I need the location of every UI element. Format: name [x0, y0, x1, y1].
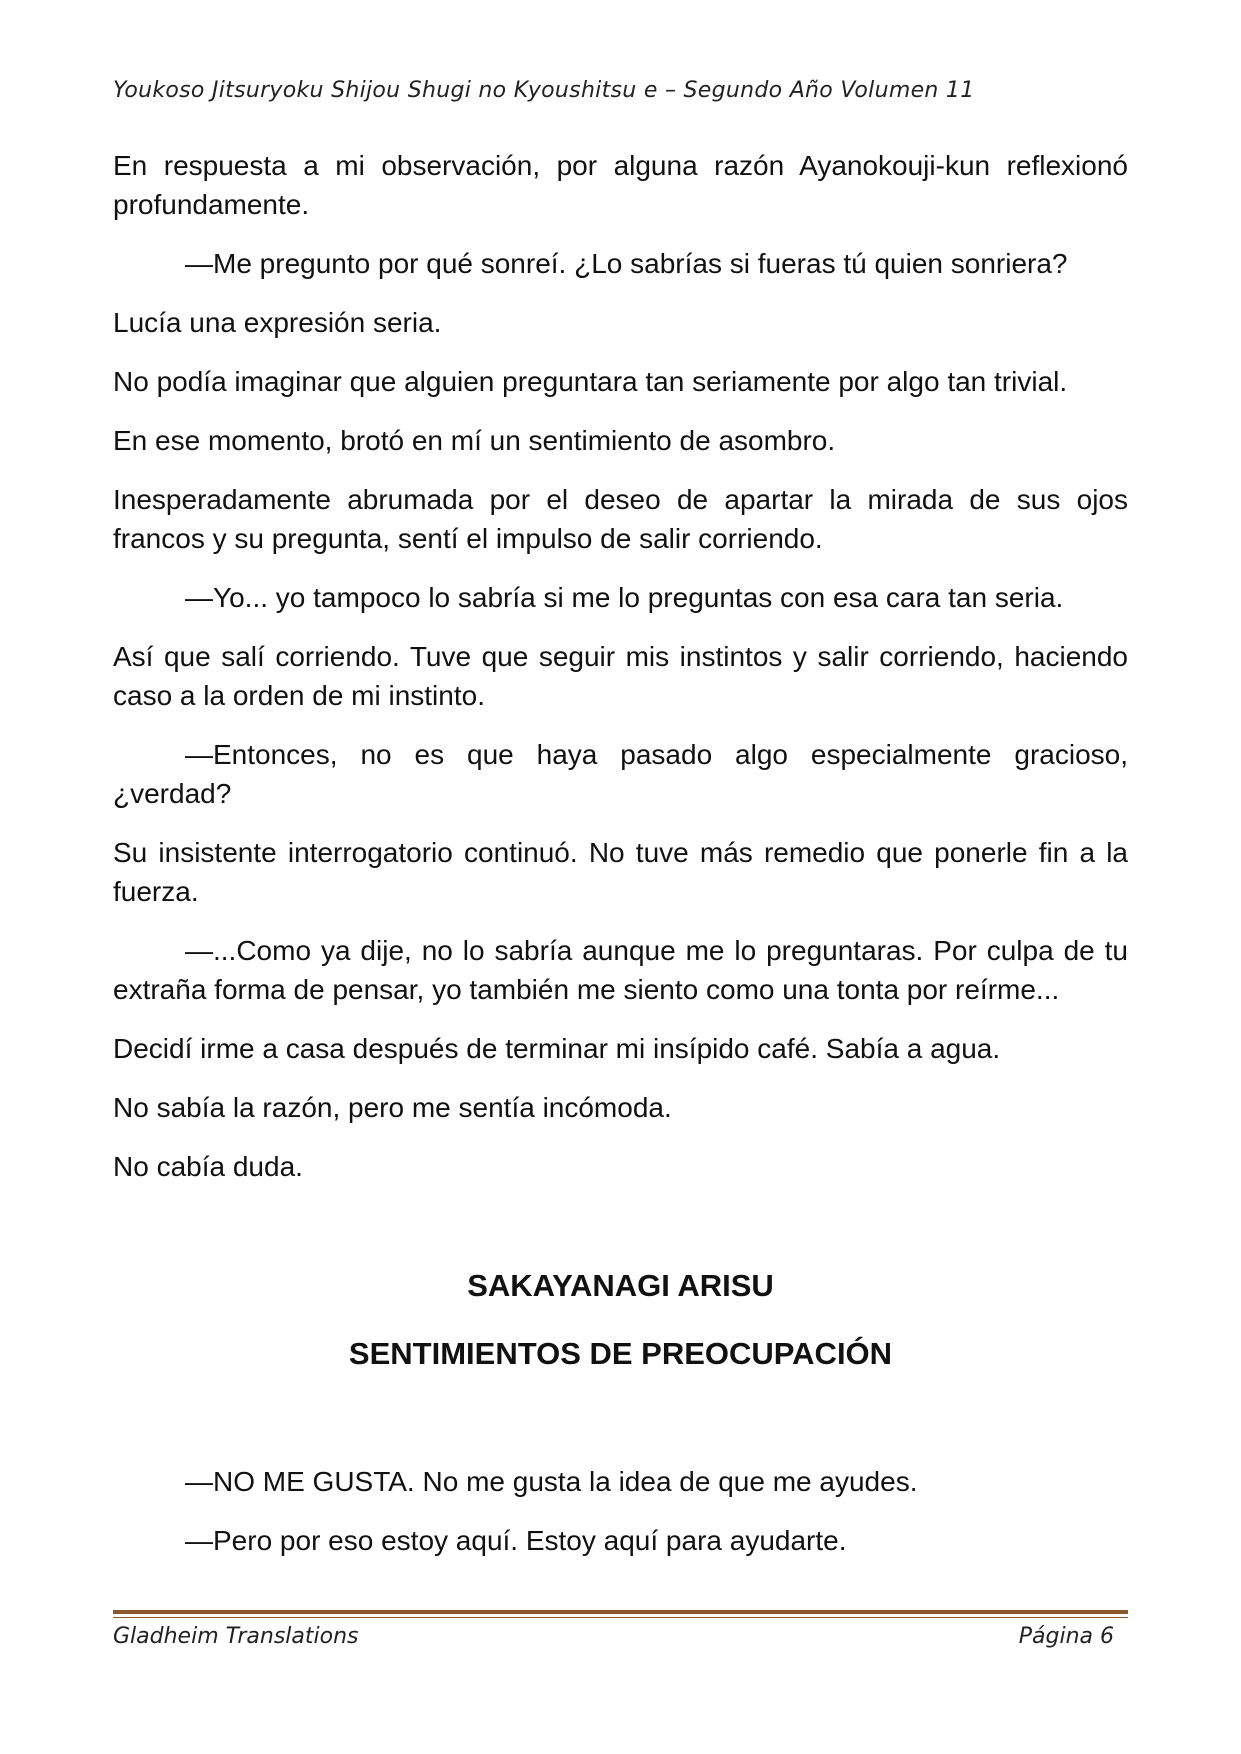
- footer-divider: [113, 1610, 1128, 1618]
- paragraph: Lucía una expresión seria.: [113, 307, 442, 338]
- dialogue-paragraph: —Me pregunto por qué sonreí. ¿Lo sabrías si fueras tú quien sonriera?: [185, 248, 1068, 279]
- chapter-subtitle: SENTIMIENTOS DE PREOCUPACIÓN: [348, 1336, 893, 1371]
- chapter-body-text: [113, 1462, 1128, 1580]
- dialogue-paragraph: —Pero por eso estoy aquí. Estoy aquí para ayudarte.: [185, 1525, 847, 1556]
- dialogue-paragraph: —Yo... yo tampoco lo sabría si me lo preguntas con esa cara tan seria.: [185, 582, 1064, 613]
- paragraph: Así que salí corriendo. Tuve que seguir mis instintos y salir corriendo, haciendo caso a la orden de mi instinto.: [113, 641, 1128, 711]
- dialogue-paragraph: —Entonces, no es que haya pasado algo especialmente gracioso, ¿verdad?: [113, 739, 1128, 809]
- dialogue-paragraph: —...Como ya dije, no lo sabría aunque me lo preguntaras. Por culpa de tu extraña forma de pensar, yo también me siento como una tonta por reírme...: [113, 935, 1128, 1005]
- paragraph: Su insistente interrogatorio continuó. No tuve más remedio que ponerle fin a la fuerza.: [113, 837, 1128, 907]
- paragraph: No cabía duda.: [113, 1151, 303, 1182]
- footer-page-number: Página 6: [1018, 1624, 1114, 1649]
- paragraph: Inesperadamente abrumada por el deseo de apartar la mirada de sus ojos francos y su pregunta, sentí el impulso de salir corriendo.: [113, 484, 1128, 554]
- paragraph: No podía imaginar que alguien preguntara tan seriamente por algo tan trivial.: [113, 366, 1068, 397]
- body-text: [113, 146, 1128, 1206]
- paragraph: En ese momento, brotó en mí un sentimiento de asombro.: [113, 425, 836, 456]
- paragraph: No sabía la razón, pero me sentía incómoda.: [113, 1092, 672, 1123]
- paragraph: En respuesta a mi observación, por alguna razón Ayanokouji-kun reflexionó profundamente.: [113, 150, 1128, 220]
- paragraph: Decidí irme a casa después de terminar mi insípido café. Sabía a agua.: [113, 1033, 1001, 1064]
- footer-translator: Gladheim Translations: [113, 1624, 359, 1649]
- chapter-title: SAKAYANAGI ARISU: [467, 1268, 774, 1303]
- dialogue-paragraph: —NO ME GUSTA. No me gusta la idea de que me ayudes.: [185, 1466, 918, 1497]
- running-header: Youkoso Jitsuryoku Shijou Shugi no Kyoushitsu e – Segundo Año Volumen 11: [113, 78, 975, 103]
